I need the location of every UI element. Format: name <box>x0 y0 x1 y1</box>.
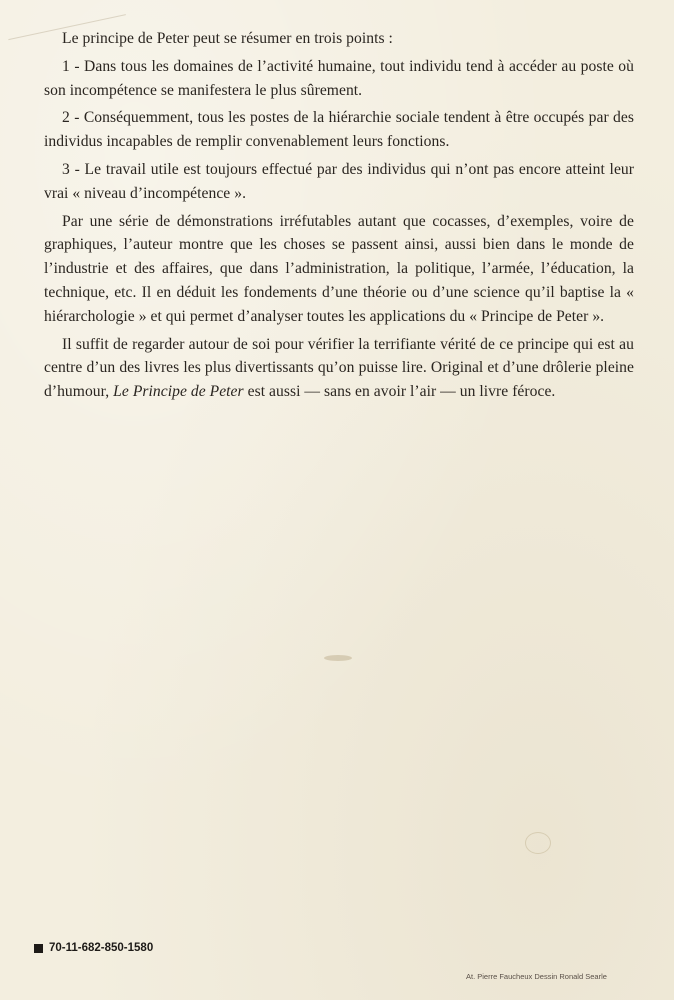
point-2-paragraph <box>44 106 634 154</box>
point-3-text: - Le travail utile est toujours effectué par des individus qui n’ont pas encore atteint leur vrai « niveau d’incompétence ». <box>44 160 634 202</box>
point-2-number: 2 <box>62 109 70 127</box>
paper-stain <box>525 832 551 854</box>
demonstrations-paragraph: Par une série de démonstrations irréfutables autant que cocasses, d’exemples, voire de graphiques, l’auteur montre que les choses se passent ainsi, aussi bien dans le monde de l’industrie et des affaires, que dans l’administration, la politique, l’armée, l’éducation, la technique, etc. Il en déduit les fondements d’une théorie ou d’une science qu’il baptise la « hiérarchologie » et qui permet d’analyser toutes les applications du « Principe de Peter ». <box>44 212 634 325</box>
point-3-paragraph <box>44 158 634 206</box>
paper-smudge <box>324 655 352 661</box>
isbn-number: 70-11-682-850-1580 <box>49 942 154 954</box>
book-title: Le Principe de Peter <box>113 383 244 401</box>
point-1-number: 1 <box>62 57 70 75</box>
final-paragraph-start: Il suffit de regarder autour de soi pour vérifier la terrifiante vérité de ce principe qui est au centre d’un des livres les plus divertissants qu’on puisse lire. Original et d’une drôlerie pleine d’humour, <box>44 335 634 401</box>
design-credits: At. Pierre Faucheux Dessin Ronald Searle <box>466 972 607 981</box>
point-3-number: 3 <box>62 160 70 178</box>
intro-paragraph: Le principe de Peter peut se résumer en trois points : <box>62 30 393 47</box>
point-1-paragraph <box>44 55 634 103</box>
isbn-marker-square <box>34 944 43 953</box>
back-cover-text <box>44 27 634 404</box>
point-2-text: - Conséquemment, tous les postes de la hiérarchie sociale tendent à être occupés par des individus incapables de remplir convenablement leurs fonctions. <box>44 109 634 151</box>
point-1-text: - Dans tous les domaines de l’activité humaine, tout individu tend à accéder au poste où son incompétence se manifestera le plus sûrement. <box>44 57 634 99</box>
final-paragraph-end: est aussi — sans en avoir l’air — un livre féroce. <box>243 383 556 401</box>
final-paragraph <box>44 333 634 404</box>
isbn-line <box>34 942 153 954</box>
